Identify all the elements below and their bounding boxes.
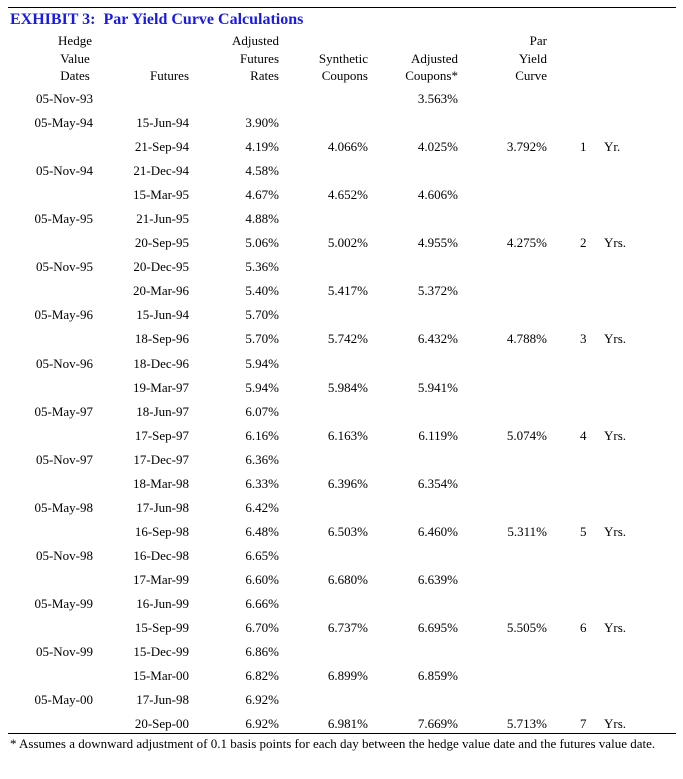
hedge-value-date-cell: 05-Nov-97 bbox=[35, 451, 93, 467]
term-years-cell: 4 bbox=[580, 427, 587, 443]
par-yield-cell: 5.074% bbox=[506, 427, 547, 443]
hedge-value-date-cell: 05-Nov-96 bbox=[35, 355, 93, 371]
synthetic-coupon-cell: 5.417% bbox=[327, 283, 368, 299]
table-row bbox=[0, 377, 683, 401]
term-years-cell: 5 bbox=[580, 523, 587, 539]
adjusted-futures-rate-cell: 6.65% bbox=[245, 547, 279, 563]
futures-date-cell: 15-Jun-94 bbox=[136, 307, 189, 323]
futures-date-cell: 17-Sep-97 bbox=[134, 427, 189, 443]
adjusted-futures-rate-cell: 6.07% bbox=[245, 403, 279, 419]
header-par-yield-curve bbox=[515, 32, 547, 85]
futures-date-cell: 16-Jun-99 bbox=[136, 595, 189, 611]
header-line: Curve bbox=[515, 68, 547, 83]
adjusted-futures-rate-cell: 5.70% bbox=[245, 331, 279, 347]
term-unit-cell: Yrs. bbox=[604, 331, 627, 347]
exhibit-title-text: Par Yield Curve Calculations bbox=[103, 11, 304, 28]
synthetic-coupon-cell: 4.652% bbox=[327, 187, 368, 203]
table-row bbox=[0, 665, 683, 689]
yield-table-body bbox=[0, 88, 683, 737]
futures-date-cell: 18-Jun-97 bbox=[136, 403, 189, 419]
header-line: Adjusted bbox=[232, 33, 279, 48]
par-yield-cell: 3.792% bbox=[506, 139, 547, 155]
futures-date-cell: 19-Mar-97 bbox=[132, 379, 189, 395]
adjusted-futures-rate-cell: 6.16% bbox=[245, 427, 279, 443]
table-row bbox=[0, 232, 683, 256]
futures-date-cell: 17-Mar-99 bbox=[132, 571, 189, 587]
header-line: Par bbox=[529, 33, 547, 48]
table-row bbox=[0, 184, 683, 208]
futures-date-cell: 20-Sep-00 bbox=[134, 716, 189, 732]
adjusted-coupon-cell: 6.460% bbox=[417, 523, 458, 539]
futures-date-cell: 18-Dec-96 bbox=[133, 355, 189, 371]
futures-date-cell: 20-Mar-96 bbox=[132, 283, 189, 299]
table-row bbox=[0, 569, 683, 593]
futures-date-cell: 15-Jun-94 bbox=[136, 115, 189, 131]
hedge-value-date-cell: 05-Nov-94 bbox=[35, 163, 93, 179]
term-years-cell: 6 bbox=[580, 620, 587, 636]
futures-date-cell: 21-Jun-95 bbox=[136, 211, 189, 227]
hedge-value-date-cell: 05-May-99 bbox=[34, 595, 93, 611]
table-row bbox=[0, 136, 683, 160]
table-row bbox=[0, 641, 683, 665]
adjusted-coupon-cell: 4.025% bbox=[417, 139, 458, 155]
hedge-value-date-cell: 05-May-94 bbox=[34, 115, 93, 131]
adjusted-futures-rate-cell: 5.94% bbox=[245, 379, 279, 395]
synthetic-coupon-cell: 6.737% bbox=[327, 620, 368, 636]
adjusted-futures-rate-cell: 6.60% bbox=[245, 571, 279, 587]
term-years-cell: 3 bbox=[580, 331, 587, 347]
header-line: Yield bbox=[518, 50, 547, 66]
synthetic-coupon-cell: 6.981% bbox=[327, 716, 368, 732]
synthetic-coupon-cell: 6.899% bbox=[327, 668, 368, 684]
hedge-value-date-cell: 05-Nov-99 bbox=[35, 644, 93, 660]
term-unit-cell: Yr. bbox=[604, 139, 621, 155]
synthetic-coupon-cell: 5.984% bbox=[327, 379, 368, 395]
adjusted-coupon-cell: 6.859% bbox=[417, 668, 458, 684]
term-unit-cell: Yrs. bbox=[604, 716, 627, 732]
table-row bbox=[0, 593, 683, 617]
term-years-cell: 7 bbox=[580, 716, 587, 732]
adjusted-futures-rate-cell: 5.36% bbox=[245, 259, 279, 275]
futures-date-cell: 21-Dec-94 bbox=[133, 163, 189, 179]
par-yield-cell: 5.505% bbox=[506, 620, 547, 636]
futures-date-cell: 16-Dec-98 bbox=[133, 547, 189, 563]
adjusted-futures-rate-cell: 6.48% bbox=[245, 523, 279, 539]
table-row bbox=[0, 617, 683, 641]
table-row bbox=[0, 208, 683, 232]
adjusted-coupon-cell: 3.563% bbox=[417, 91, 458, 106]
header-line: Synthetic bbox=[318, 50, 368, 66]
table-row bbox=[0, 256, 683, 280]
table-row bbox=[0, 353, 683, 377]
synthetic-coupon-cell: 6.680% bbox=[327, 571, 368, 587]
adjusted-futures-rate-cell: 6.92% bbox=[245, 692, 279, 708]
adjusted-futures-rate-cell: 5.40% bbox=[245, 283, 279, 299]
futures-date-cell: 15-Mar-00 bbox=[132, 668, 189, 684]
futures-date-cell: 17-Jun-98 bbox=[136, 692, 189, 708]
adjusted-coupon-cell: 6.695% bbox=[417, 620, 458, 636]
table-row bbox=[0, 689, 683, 713]
adjusted-coupon-cell: 4.955% bbox=[417, 235, 458, 251]
par-yield-cell: 5.713% bbox=[506, 716, 547, 732]
hedge-value-date-cell: 05-Nov-95 bbox=[35, 259, 93, 275]
synthetic-coupon-cell: 6.503% bbox=[327, 523, 368, 539]
table-row bbox=[0, 112, 683, 136]
header-line: Coupons bbox=[321, 68, 368, 83]
adjusted-futures-rate-cell: 5.94% bbox=[245, 355, 279, 371]
header-adjusted-coupons bbox=[405, 32, 458, 85]
bottom-rule bbox=[8, 733, 676, 734]
hedge-value-date-cell: 05-Nov-98 bbox=[35, 547, 93, 563]
term-years-cell: 2 bbox=[580, 235, 587, 251]
adjusted-futures-rate-cell: 5.70% bbox=[245, 307, 279, 323]
futures-date-cell: 18-Mar-98 bbox=[132, 475, 189, 491]
adjusted-futures-rate-cell: 6.33% bbox=[245, 475, 279, 491]
footnote: * Assumes a downward adjustment of 0.1 basis points for each day between the hedge value date and the futures value date. bbox=[10, 736, 656, 751]
synthetic-coupon-cell: 6.396% bbox=[327, 475, 368, 491]
term-unit-cell: Yrs. bbox=[604, 523, 627, 539]
table-row bbox=[0, 88, 683, 112]
adjusted-futures-rate-cell: 6.92% bbox=[245, 716, 279, 732]
table-row bbox=[0, 328, 683, 352]
adjusted-futures-rate-cell: 6.82% bbox=[245, 668, 279, 684]
header-line: Rates bbox=[250, 68, 279, 83]
term-unit-cell: Yrs. bbox=[604, 620, 627, 636]
header-line: Futures bbox=[150, 68, 189, 83]
futures-date-cell: 21-Sep-94 bbox=[134, 139, 189, 155]
futures-date-cell: 15-Sep-99 bbox=[134, 620, 189, 636]
adjusted-futures-rate-cell: 6.70% bbox=[245, 620, 279, 636]
hedge-value-date-cell: 05-Nov-93 bbox=[35, 91, 93, 106]
adjusted-coupon-cell: 7.669% bbox=[417, 716, 458, 732]
adjusted-futures-rate-cell: 4.19% bbox=[245, 139, 279, 155]
hedge-value-date-cell: 05-May-00 bbox=[34, 692, 93, 708]
table-row bbox=[0, 473, 683, 497]
table-row bbox=[0, 304, 683, 328]
par-yield-cell: 4.788% bbox=[506, 331, 547, 347]
adjusted-coupon-cell: 5.941% bbox=[417, 379, 458, 395]
header-line: Dates bbox=[60, 68, 90, 83]
adjusted-futures-rate-cell: 5.06% bbox=[245, 235, 279, 251]
futures-date-cell: 17-Jun-98 bbox=[136, 499, 189, 515]
hedge-value-date-cell: 05-May-95 bbox=[34, 211, 93, 227]
adjusted-coupon-cell: 5.372% bbox=[417, 283, 458, 299]
hedge-value-date-cell: 05-May-97 bbox=[34, 403, 93, 419]
futures-date-cell: 16-Sep-98 bbox=[134, 523, 189, 539]
synthetic-coupon-cell: 4.066% bbox=[327, 139, 368, 155]
par-yield-cell: 5.311% bbox=[507, 523, 547, 539]
header-line: Hedge bbox=[58, 33, 92, 48]
futures-date-cell: 18-Sep-96 bbox=[134, 331, 189, 347]
table-row bbox=[0, 425, 683, 449]
header-line: Coupons* bbox=[405, 68, 458, 83]
adjusted-futures-rate-cell: 6.42% bbox=[245, 499, 279, 515]
adjusted-futures-rate-cell: 4.88% bbox=[245, 211, 279, 227]
table-row bbox=[0, 497, 683, 521]
adjusted-futures-rate-cell: 4.67% bbox=[245, 187, 279, 203]
header-adjusted-futures-rates bbox=[232, 32, 279, 85]
table-row bbox=[0, 280, 683, 304]
futures-date-cell: 20-Sep-95 bbox=[134, 235, 189, 251]
header-synthetic-coupons bbox=[319, 32, 368, 85]
futures-date-cell: 15-Mar-95 bbox=[132, 187, 189, 203]
synthetic-coupon-cell: 5.742% bbox=[327, 331, 368, 347]
top-rule bbox=[8, 7, 676, 8]
hedge-value-date-cell: 05-May-96 bbox=[34, 307, 93, 323]
exhibit-number: EXHIBIT 3: bbox=[10, 11, 96, 28]
header-line: Futures bbox=[240, 50, 279, 66]
futures-date-cell: 15-Dec-99 bbox=[133, 644, 189, 660]
header-line: Value bbox=[60, 50, 90, 66]
header-hedge-value-dates bbox=[40, 32, 110, 85]
adjusted-coupon-cell: 6.639% bbox=[417, 571, 458, 587]
adjusted-futures-rate-cell: 4.58% bbox=[245, 163, 279, 179]
adjusted-coupon-cell: 6.119% bbox=[418, 427, 458, 443]
adjusted-futures-rate-cell: 6.86% bbox=[245, 644, 279, 660]
synthetic-coupon-cell: 5.002% bbox=[327, 235, 368, 251]
term-years-cell: 1 bbox=[580, 139, 587, 155]
exhibit-title bbox=[10, 11, 303, 29]
adjusted-futures-rate-cell: 3.90% bbox=[245, 115, 279, 131]
table-row bbox=[0, 160, 683, 184]
table-row bbox=[0, 449, 683, 473]
adjusted-futures-rate-cell: 6.66% bbox=[245, 595, 279, 611]
adjusted-coupon-cell: 6.354% bbox=[417, 475, 458, 491]
table-row bbox=[0, 521, 683, 545]
table-row bbox=[0, 545, 683, 569]
synthetic-coupon-cell: 6.163% bbox=[327, 427, 368, 443]
par-yield-cell: 4.275% bbox=[506, 235, 547, 251]
term-unit-cell: Yrs. bbox=[604, 235, 627, 251]
futures-date-cell: 20-Dec-95 bbox=[133, 259, 189, 275]
table-row bbox=[0, 401, 683, 425]
adjusted-coupon-cell: 6.432% bbox=[417, 331, 458, 347]
header-line: Adjusted bbox=[411, 50, 458, 66]
adjusted-coupon-cell: 4.606% bbox=[417, 187, 458, 203]
header-futures bbox=[150, 32, 189, 85]
hedge-value-date-cell: 05-May-98 bbox=[34, 499, 93, 515]
adjusted-futures-rate-cell: 6.36% bbox=[245, 451, 279, 467]
futures-date-cell: 17-Dec-97 bbox=[133, 451, 189, 467]
term-unit-cell: Yrs. bbox=[604, 427, 627, 443]
